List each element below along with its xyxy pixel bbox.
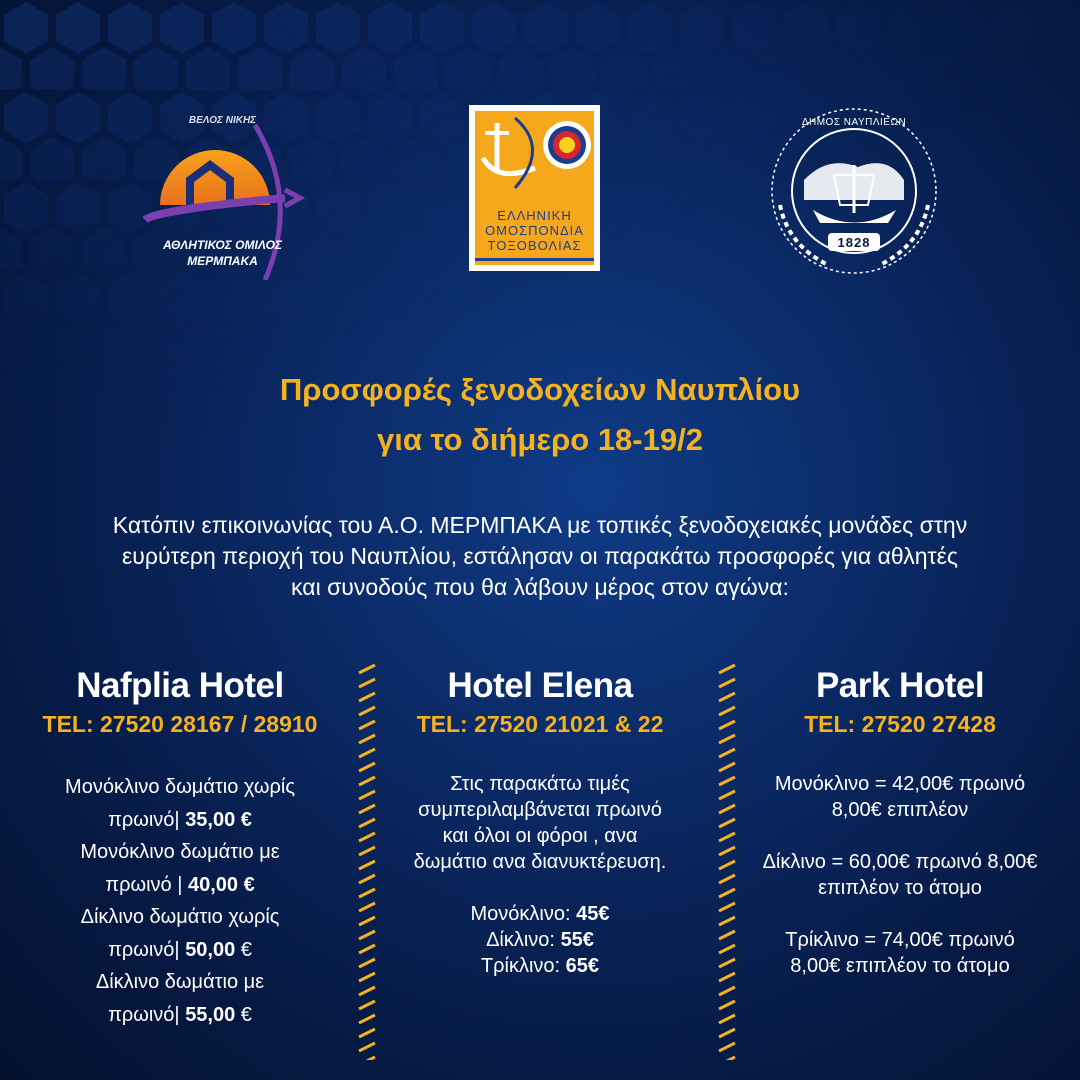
offer-item: Τρίκλινο: 65€ <box>480 955 600 977</box>
club-logo-line2: ΜΕΡΜΠΑΚΑ <box>187 254 258 268</box>
target-anchor-icon <box>475 113 594 193</box>
hotel-card-elena <box>385 665 695 979</box>
seal-icon <box>768 105 940 277</box>
offer-price: 35,00 € <box>185 808 252 831</box>
hotel-phone[interactable]: TEL: 27520 28167 / 28910 <box>42 711 318 737</box>
hotel-name: Hotel Elena <box>447 666 633 705</box>
seal-year: 1828 <box>837 235 871 250</box>
title-line-1: Προσφορές ξενοδοχείων Ναυπλίου <box>279 372 801 407</box>
hotel-phone[interactable]: TEL: 27520 21021 & 22 <box>416 711 664 737</box>
municipality-seal <box>768 105 940 277</box>
hotel-card-nafplia <box>20 665 340 1031</box>
offer-item: Μονόκλινο: 45€ <box>470 903 610 925</box>
offer-price: 65€ <box>565 955 600 977</box>
offer-list <box>385 771 695 979</box>
offer-price: 50,00 <box>185 938 236 961</box>
intro-paragraph <box>20 510 1060 603</box>
federation-logo-stripe <box>475 258 594 261</box>
page-title <box>0 365 1080 465</box>
title-line-2: για το διήμερο 18-19/2 <box>377 422 703 457</box>
hotel-name: Park Hotel <box>815 666 985 705</box>
offer-item: Τρίκλινο = 74,00€ πρωινό 8,00€ επιπλέον το άτομο <box>785 929 1015 977</box>
offer-list <box>20 771 340 1031</box>
intro-line-1: Κατόπιν επικοινωνίας του Α.Ο. ΜΕΡΜΠΑΚΑ με τοπικές ξενοδοχειακές μονάδες στην <box>112 512 968 538</box>
club-logo-line1: ΑΘΛΗΤΙΚΟΣ ΟΜΙΛΟΣ <box>162 238 283 252</box>
intro-line-2: ευρύτερη περιοχή του Ναυπλίου, εστάλησαν οι παρακάτω προσφορές για αθλητές <box>122 543 958 569</box>
column-divider-1 <box>356 662 378 1060</box>
offer-price: 45€ <box>576 903 610 925</box>
hotel-note: Στις παρακάτω τιμές συμπεριλαμβάνεται πρωινό και όλοι οι φόροι , ανα δωμάτιο ανα διανυκτέρευση. <box>413 773 667 873</box>
federation-logo-line2: ΟΜΟΣΠΟΝΔΙΑ <box>485 223 584 238</box>
logos-row <box>0 95 1080 285</box>
offer-price: 55€ <box>560 929 594 951</box>
intro-line-3: και συνοδούς που θα λάβουν μέρος στον αγώνα: <box>291 574 789 600</box>
offer-item: Μονόκλινο δωμάτιο με πρωινό | 40,00 € <box>80 841 280 896</box>
offer-list <box>745 771 1055 979</box>
offer-price: 40,00 € <box>187 873 255 896</box>
offer-item: Δίκλινο δωμάτιο χωρίς πρωινό| 50,00 € <box>80 906 280 961</box>
offer-item: Μονόκλινο δωμάτιο χωρίς πρωινό| 35,00 € <box>65 776 295 831</box>
club-logo-arc-text: ΒΕΛΟΣ ΝΙΚΗΣ <box>188 115 257 126</box>
offer-item: Δίκλινο = 60,00€ πρωινό 8,00€ επιπλέον το άτομο <box>762 851 1038 899</box>
offer-item: Δίκλινο: 55€ <box>486 929 594 951</box>
column-divider-2 <box>716 662 738 1060</box>
seal-arc-text: ΔΗΜΟΣ ΝΑΥΠΛΙΕΩΝ <box>801 117 907 128</box>
club-logo <box>135 110 310 280</box>
offer-price: 55,00 <box>185 1003 236 1026</box>
federation-logo <box>469 105 600 271</box>
hotel-phone[interactable]: TEL: 27520 27428 <box>804 711 996 737</box>
offer-item: Δίκλινο δωμάτιο με πρωινό| 55,00 € <box>95 971 265 1026</box>
hotel-card-park <box>745 665 1055 979</box>
offer-item: Μονόκλινο = 42,00€ πρωινό 8,00€ επιπλέον <box>774 773 1026 821</box>
federation-logo-line3: ΤΟΞΟΒΟΛΙΑΣ <box>487 238 582 253</box>
federation-logo-line1: ΕΛΛΗΝΙΚΗ <box>497 208 572 223</box>
hotel-name: Nafplia Hotel <box>76 666 284 705</box>
